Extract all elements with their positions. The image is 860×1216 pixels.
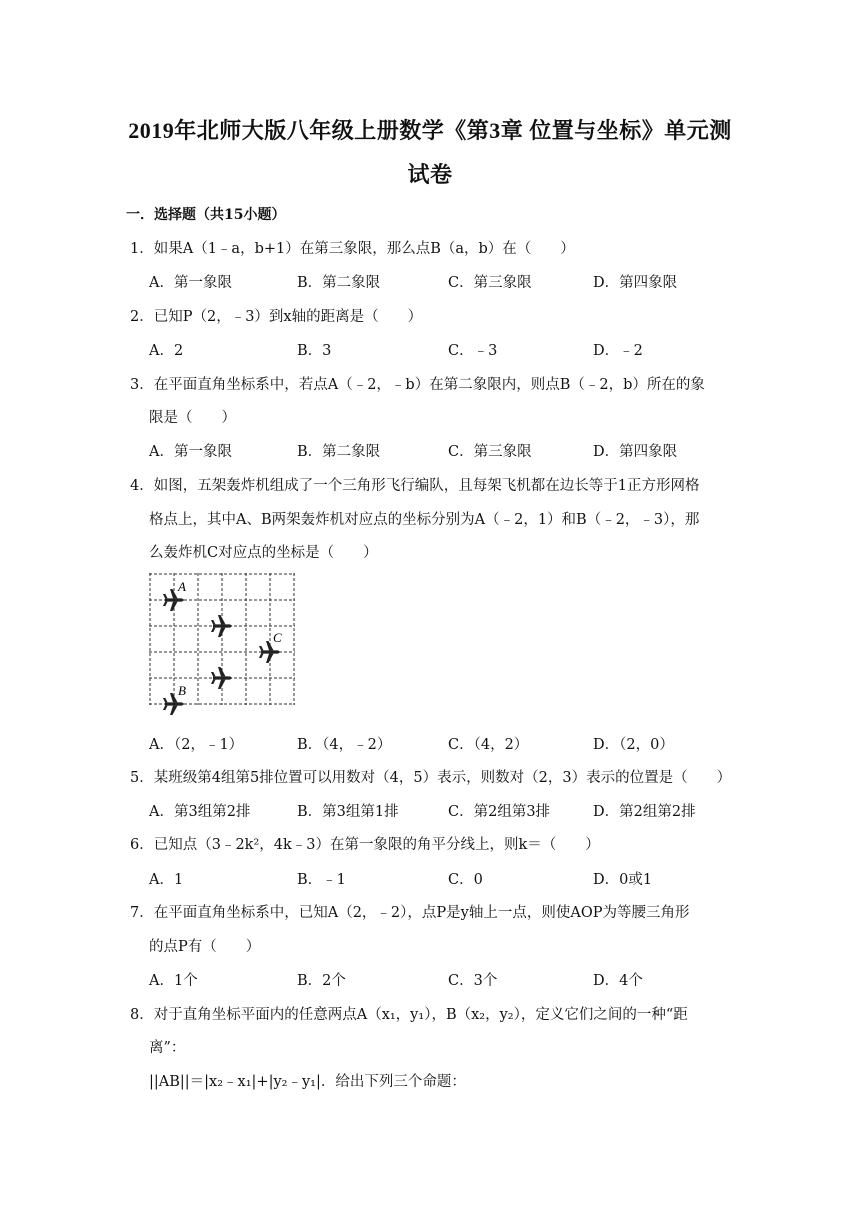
- question-1-stem: 1．如果A（1﹣a，b+1）在第三象限，那么点B（a，b）在（ ）: [130, 241, 575, 257]
- label-b: B: [178, 683, 186, 698]
- bomber-icon: [211, 667, 233, 689]
- question-5-option-c: C．第2组第3排: [448, 804, 551, 820]
- question-3-option-c: C．第三象限: [448, 444, 532, 460]
- question-7-stem-line2: 的点P有（ ）: [149, 939, 261, 955]
- question-4-stem-line3: 么轰炸机C对应点的坐标是（ ）: [149, 545, 378, 561]
- question-6-option-a: A．1: [149, 872, 184, 888]
- label-a: A: [178, 579, 186, 594]
- question-3-option-b: B．第二象限: [297, 444, 381, 460]
- question-4-option-a: A．（2，﹣1）: [149, 737, 244, 753]
- question-1-option-b: B．第二象限: [297, 275, 381, 291]
- bomber-icon: [211, 615, 233, 637]
- question-7-option-c: C．3个: [448, 973, 498, 989]
- question-3-stem-line2: 限是（ ）: [149, 410, 236, 426]
- question-4-option-d: D．（2，0）: [593, 737, 674, 753]
- question-6-option-d: D．0或1: [593, 872, 653, 888]
- question-7-stem-line1: 7．在平面直角坐标系中，已知A（2，﹣2），点P是y轴上一点，则使AOP为等腰三角形: [130, 905, 690, 921]
- bomber-formation-grid-figure: [149, 573, 297, 715]
- question-4-option-b: B．（4，﹣2）: [297, 737, 392, 753]
- question-5-stem: 5．某班级第4组第5排位置可以用数对（4，5）表示，则数对（2，3）表示的位置是（ ）: [130, 770, 732, 786]
- exam-title-line1: 2019年北师大版八年级上册数学《第3章 位置与坐标》单元测: [128, 118, 732, 143]
- question-2-stem: 2．已知P（2，﹣3）到x轴的距离是（ ）: [130, 309, 423, 325]
- question-8-stem-line2: 离”：: [149, 1040, 186, 1056]
- question-8-stem-line1: 8．对于直角坐标平面内的任意两点A（x₁，y₁），B（x₂，y₂），定义它们之间的一种“距: [130, 1007, 688, 1023]
- question-1-option-c: C．第三象限: [448, 275, 532, 291]
- question-4-stem-line2: 格点上，其中A、B两架轰炸机对应点的坐标分别为A（﹣2，1）和B（﹣2，﹣3），那: [149, 512, 700, 528]
- question-1-option-a: A．第一象限: [149, 275, 232, 291]
- question-4-option-c: C．（4，2）: [448, 737, 529, 753]
- question-1-option-d: D．第四象限: [593, 275, 678, 291]
- question-7-option-a: A．1个: [149, 973, 198, 989]
- question-3-option-d: D．第四象限: [593, 444, 678, 460]
- question-2-option-c: C．﹣3: [448, 343, 498, 359]
- question-5-option-a: A．第3组第2排: [149, 804, 251, 820]
- question-2-option-d: D．﹣2: [593, 343, 643, 359]
- question-6-stem: 6．已知点（3﹣2k²，4k﹣3）在第一象限的角平分线上，则k＝（ ）: [130, 837, 600, 853]
- label-c: C: [273, 630, 282, 645]
- question-5-option-d: D．第2组第2排: [593, 804, 696, 820]
- question-4-stem-line1: 4．如图，五架轰炸机组成了一个三角形飞行编队，且每架飞机都在边长等于1正方形网格: [130, 478, 700, 494]
- question-7-option-b: B．2个: [297, 973, 346, 989]
- question-5-option-b: B．第3组第1排: [297, 804, 399, 820]
- question-3-option-a: A．第一象限: [149, 444, 232, 460]
- question-6-option-c: C．0: [448, 872, 483, 888]
- question-8-stem-line3: ||AB||＝|x₂﹣x₁|+|y₂﹣y₁|．给出下列三个命题：: [149, 1074, 466, 1090]
- question-2-option-b: B．3: [297, 343, 332, 359]
- question-3-stem-line1: 3．在平面直角坐标系中，若点A（﹣2，﹣b）在第二象限内，则点B（﹣2，b）所在的象: [130, 377, 705, 393]
- question-6-option-b: B．﹣1: [297, 872, 346, 888]
- section-heading: 一．选择题（共15小题）: [126, 207, 286, 223]
- question-7-option-d: D．4个: [593, 973, 643, 989]
- question-2-option-a: A．2: [149, 343, 184, 359]
- exam-title-line2: 试卷: [407, 162, 453, 187]
